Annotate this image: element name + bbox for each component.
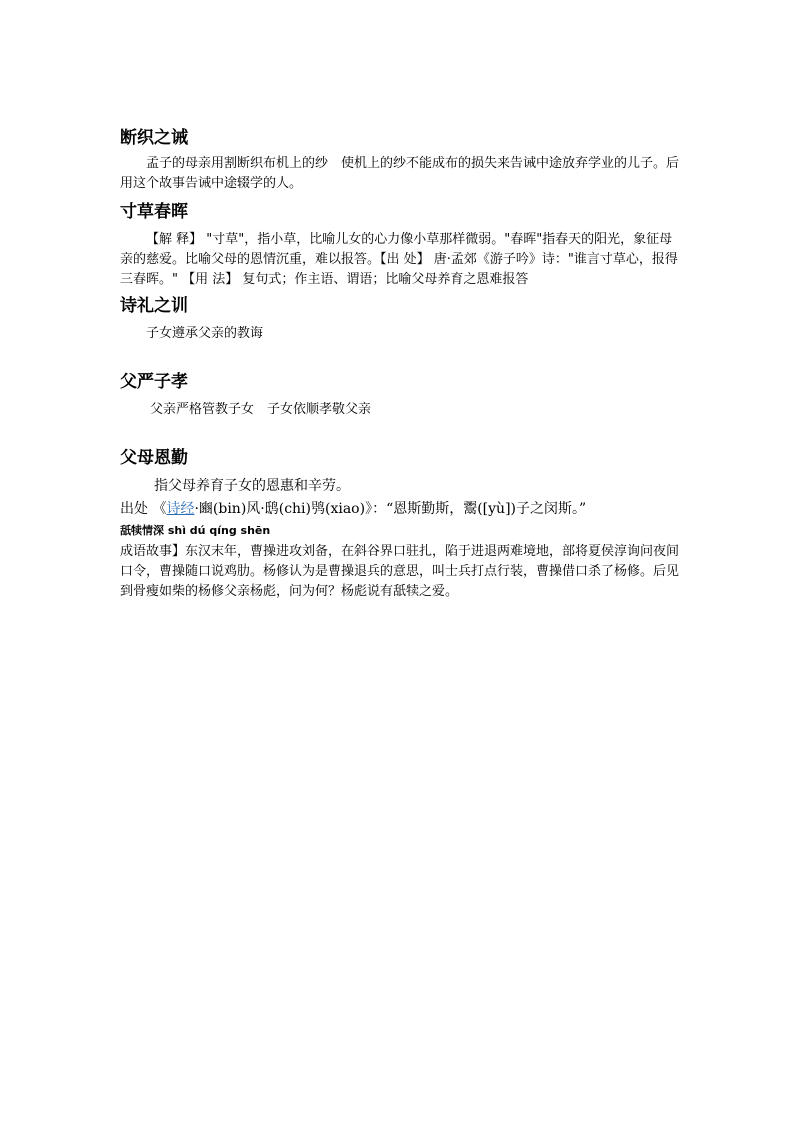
section-title-fumu: 父母恩勤 <box>120 448 188 468</box>
document-page <box>120 126 680 602</box>
section-text-fuyan: 父亲严格管教子女 子女依顺孝敬父亲 <box>150 402 372 417</box>
story-text: 成语故事】东汉末年，曹操进攻刘备，在斜谷界口驻扎，陷于进退两难境地，部将夏侯淳询问夜间口令，曹操随口说鸡肋。杨修认为是曹操退兵的意思，叫士兵打点行装，曹操借口杀了杨修。后见到骨瘦如柴的杨修父亲杨彪，问为何？杨彪说有舐犊之爱。 <box>120 544 680 599</box>
section-title-fuyan: 父严子孝 <box>120 372 188 392</box>
source-prefix: 出处 《 <box>120 501 167 517</box>
section-title-cuncao: 寸草春晖 <box>120 202 188 222</box>
source-rest: ·豳(bin)风·鸱(chi)鸮(xiao)》：“恩斯勤斯，鬻([yù])子之闵斯。” <box>194 501 587 517</box>
shijing-link[interactable]: 诗经 <box>166 501 195 517</box>
source-citation <box>120 499 680 520</box>
section-title-shili: 诗礼之训 <box>120 296 188 316</box>
section-text-fumu: 指父母养育子女的恩惠和辛劳。 <box>154 478 350 494</box>
section-text-duanzhi: 孟子的母亲用割断织布机上的纱 使机上的纱不能成布的损失来告诫中途放弃学业的儿子。后用这个故事告诫中途辍学的人。 <box>120 156 680 191</box>
section-text-shili: 子女遵承父亲的教诲 <box>146 326 264 341</box>
pinyin-line: 舐犊情深 shì dú qíng shēn <box>120 524 271 537</box>
section-title-duanzhi: 断织之诫 <box>120 128 188 148</box>
section-text-cuncao: 【解 释】 "寸草"，指小草，比喻儿女的心力像小草那样微弱。"春晖"指春天的阳光，象征母亲的慈爱。比喻父母的恩情沉重，难以报答。【出 处】 唐·孟郊《游子吟》诗："谁言寸草心，报得三春晖。" 【用 法】 复句式；作主语、谓语；比喻父母养育之恩难报答 <box>120 232 678 287</box>
